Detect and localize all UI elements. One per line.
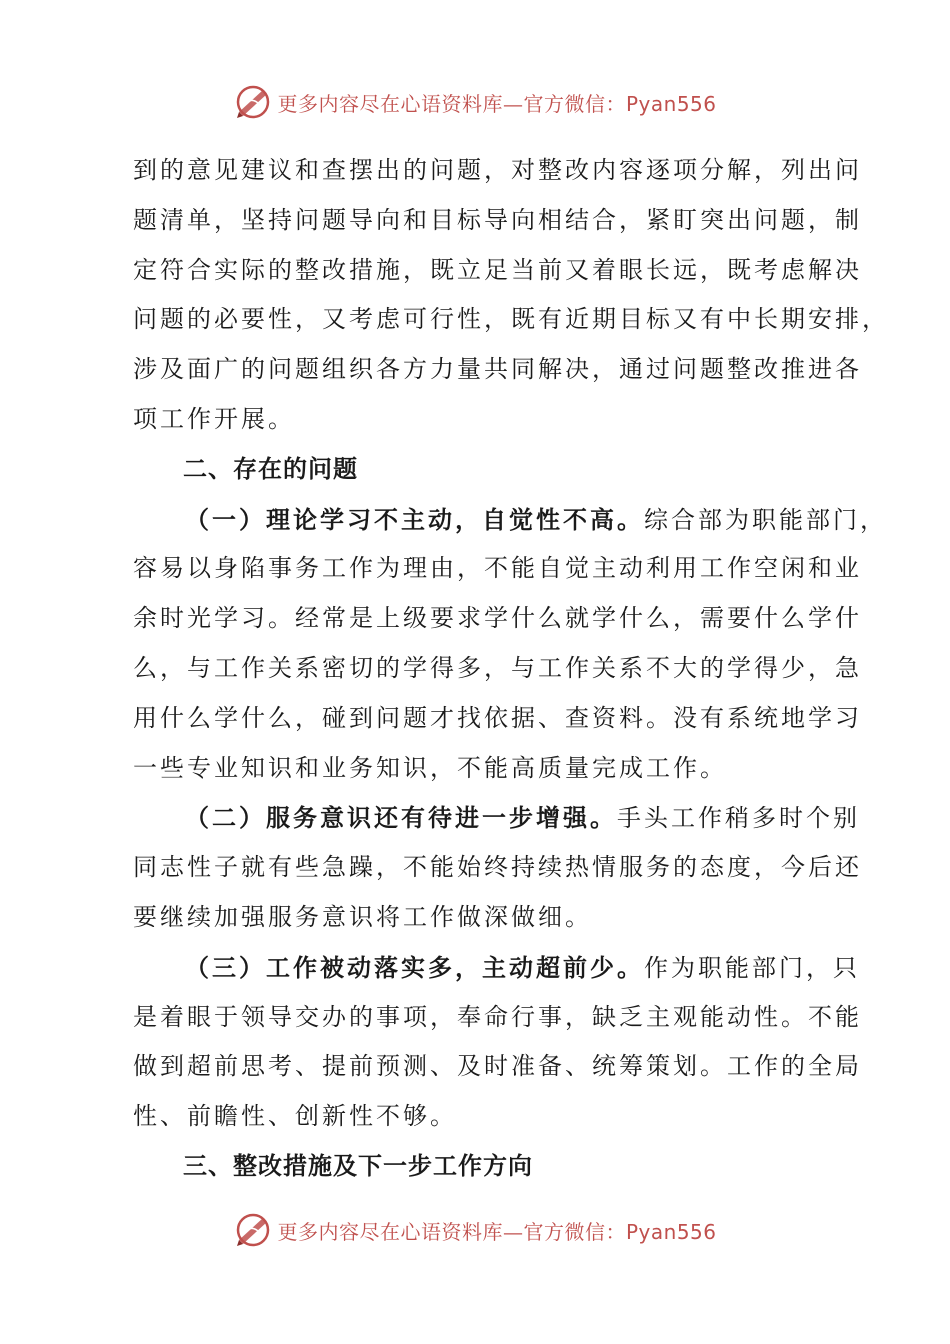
paragraph-line: 到的意见建议和查摆出的问题，对整改内容逐项分解，列出问 — [133, 156, 862, 184]
section-heading-2: 二、存在的问题 — [183, 454, 358, 483]
watermark-text: 更多内容尽在心语资料库—官方微信：Pyan556 — [277, 1219, 717, 1244]
item-1-first-line — [133, 495, 887, 545]
wechat-id: Pyan556 — [625, 91, 717, 116]
watermark-banner-bottom — [0, 1208, 950, 1252]
paragraph-line: 定符合实际的整改措施，既立足当前又着眼长远，既考虑解决 — [133, 255, 862, 284]
paragraph-line: 用什么学什么，碰到问题才找依据、查资料。没有系统地学习 — [133, 703, 862, 732]
pen-logo-icon — [233, 1210, 273, 1250]
paragraph-line: 涉及面广的问题组织各方力量共同解决，通过问题整改推进各 — [133, 355, 862, 384]
item-2-text: 手头工作稍多时个别 — [617, 804, 860, 833]
paragraph-line: 问题的必要性，又考虑可行性，既有近期目标又有中长期安排， — [133, 305, 889, 334]
paragraph-line: 项工作开展。 — [133, 404, 295, 433]
paragraph-line: 是着眼于领导交办的事项，奉命行事，缺乏主观能动性。不能 — [133, 1002, 862, 1031]
watermark-banner-top — [0, 80, 950, 124]
paragraph-line: 同志性子就有些急躁，不能始终持续热情服务的态度，今后还 — [133, 853, 862, 882]
item-1-text: 综合部为职能部门， — [644, 505, 887, 534]
paragraph-line: 要继续加强服务意识将工作做深做细。 — [133, 902, 592, 931]
watermark-text: 更多内容尽在心语资料库—官方微信：Pyan556 — [277, 91, 717, 116]
item-3-title: （三）工作被动落实多，主动超前少。 — [185, 952, 644, 982]
pen-logo-icon — [233, 82, 273, 122]
paragraph-line: 性、前瞻性、创新性不够。 — [133, 1102, 457, 1131]
wechat-id: Pyan556 — [625, 1219, 717, 1244]
section-heading-3: 三、整改措施及下一步工作方向 — [183, 1151, 533, 1180]
paragraph-line: 么，与工作关系密切的学得多，与工作关系不大的学得少，急 — [133, 653, 862, 682]
item-2-title: （二）服务意识还有待进一步增强。 — [185, 803, 617, 833]
paragraph-line: 题清单，坚持问题导向和目标导向相结合，紧盯突出问题，制 — [133, 205, 862, 234]
paragraph-line: 余时光学习。经常是上级要求学什么就学什么，需要什么学什 — [133, 604, 862, 633]
paragraph-line: 容易以身陷事务工作为理由，不能自觉主动利用工作空闲和业 — [133, 554, 862, 583]
item-3-text: 作为职能部门，只 — [644, 953, 860, 982]
item-3-first-line — [133, 943, 860, 993]
document-body — [133, 146, 889, 1192]
item-1-title: （一）理论学习不主动，自觉性不高。 — [185, 504, 644, 534]
paragraph-line: 一些专业知识和业务知识，不能高质量完成工作。 — [133, 753, 727, 782]
item-2-first-line — [133, 793, 860, 843]
paragraph-line: 做到超前思考、提前预测、及时准备、统筹策划。工作的全局 — [133, 1052, 862, 1081]
